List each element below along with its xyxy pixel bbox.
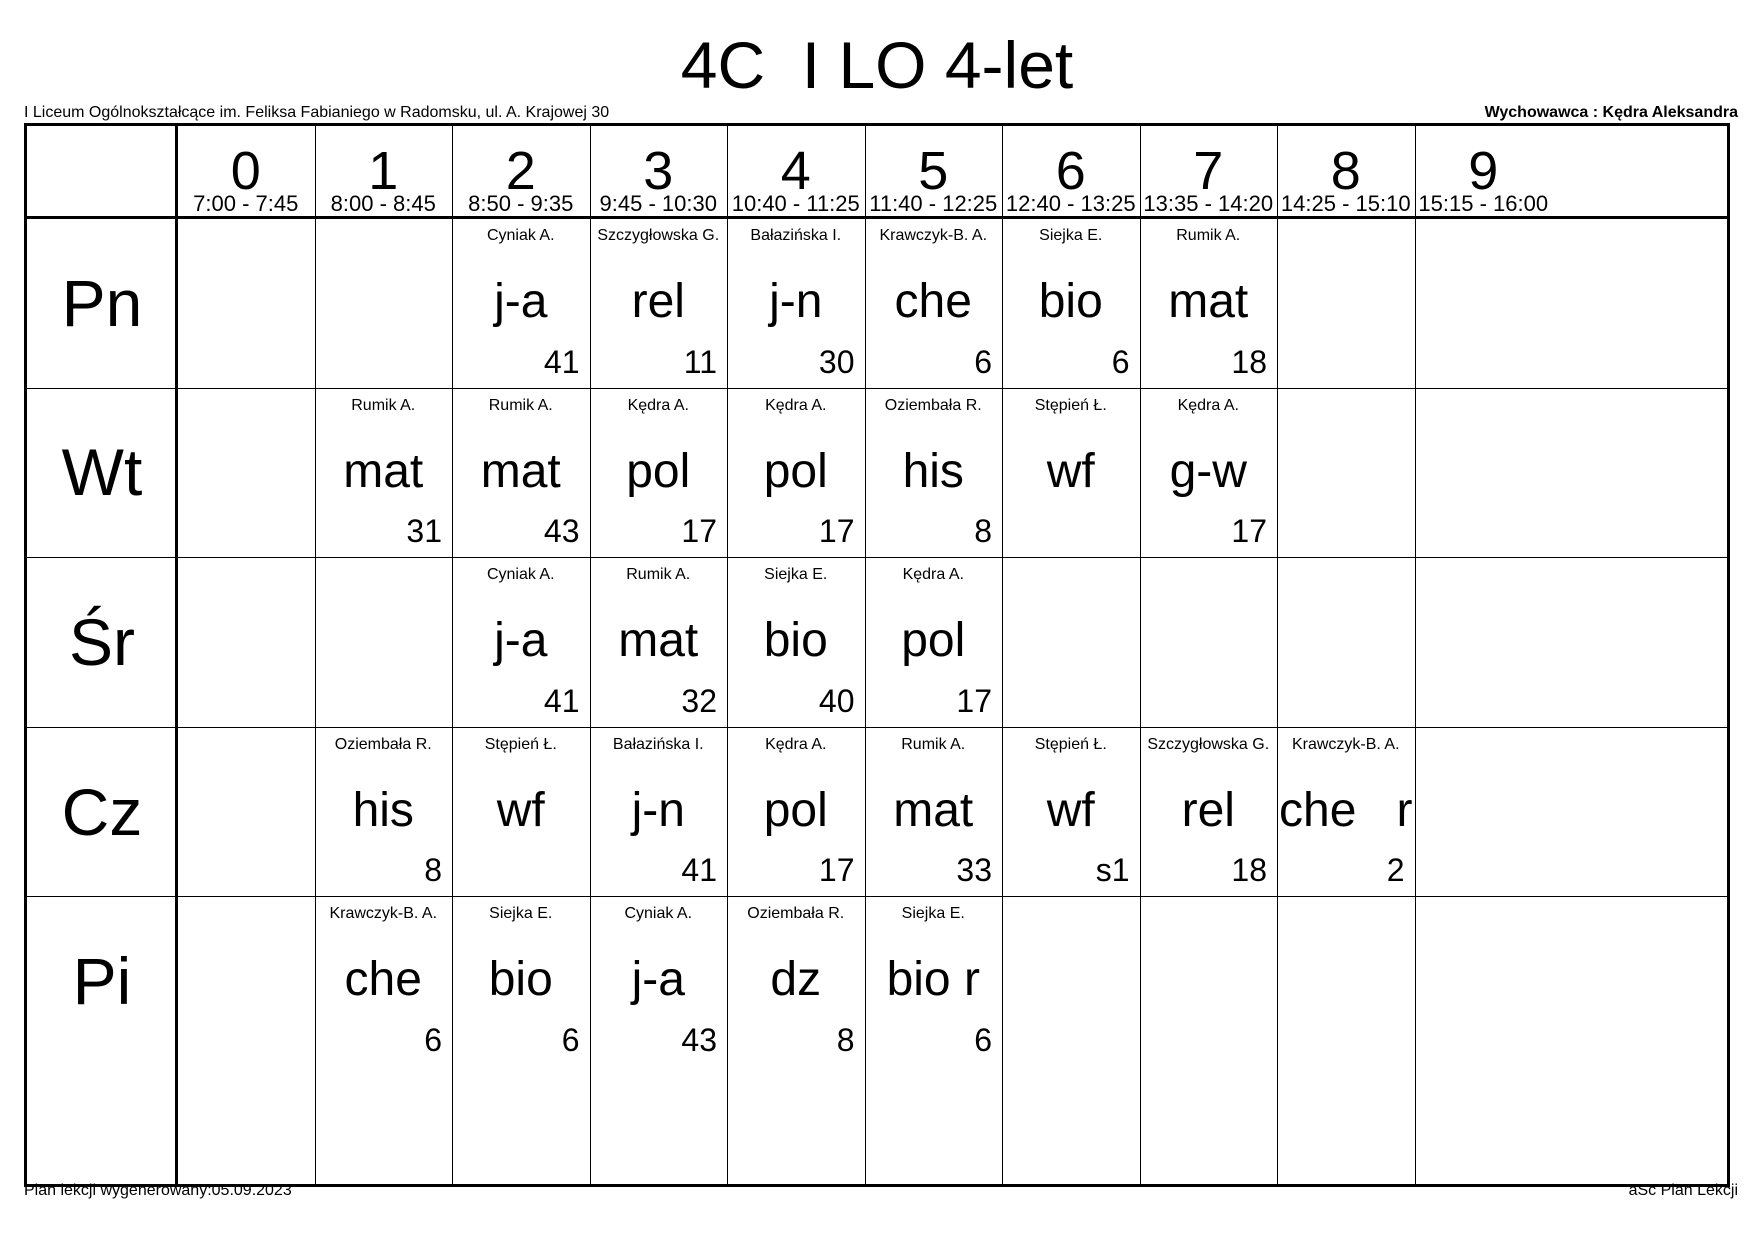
lesson-subject: che r bbox=[1279, 783, 1413, 837]
period-header bbox=[590, 126, 728, 218]
lesson-teacher: Stępień Ł. bbox=[1034, 735, 1107, 753]
lesson-cell bbox=[590, 218, 728, 388]
lesson-cell bbox=[452, 388, 590, 558]
lesson-room: 43 bbox=[681, 1021, 717, 1058]
lesson-teacher: Rumik A. bbox=[1176, 227, 1241, 244]
lesson-room: 18 bbox=[1231, 852, 1267, 889]
lesson-teacher: Siejka E. bbox=[764, 566, 828, 584]
grid-divider bbox=[27, 557, 1727, 558]
period-time: 14:25 - 15:10 bbox=[1280, 191, 1411, 216]
lesson-room: 41 bbox=[543, 343, 580, 380]
empty-cell bbox=[1415, 218, 1553, 388]
lesson-room: 31 bbox=[406, 513, 442, 550]
lesson-teacher: Krawczyk-B. A. bbox=[329, 905, 438, 923]
lesson-subject: wf bbox=[1046, 783, 1095, 837]
school-name: I Liceum Ogólnokształcące im. Feliksa Fabianiego w Radomsku, ul. A. Krajowej 30 bbox=[24, 104, 610, 121]
lesson-subject: j-a bbox=[631, 953, 685, 1007]
period-time: 8:00 - 8:45 bbox=[330, 191, 436, 216]
lesson-teacher: Rumik A. bbox=[626, 566, 691, 584]
lesson-teacher: Rumik A. bbox=[351, 396, 416, 414]
grid-divider bbox=[27, 727, 1727, 728]
lesson-teacher: Cyniak A. bbox=[486, 227, 555, 244]
lesson-cell bbox=[590, 896, 728, 1066]
grid-divider bbox=[27, 896, 1727, 897]
lesson-room: 17 bbox=[818, 513, 855, 550]
grid-divider bbox=[1277, 126, 1278, 1184]
lesson-teacher: Stępień Ł. bbox=[484, 735, 557, 753]
lesson-teacher: Bałazińska I. bbox=[612, 735, 704, 753]
lesson-subject: bio bbox=[763, 614, 828, 668]
period-header bbox=[177, 126, 315, 218]
lesson-subject: mat bbox=[1168, 275, 1249, 328]
lesson-room: s1 bbox=[1095, 852, 1130, 889]
grid-divider bbox=[1415, 126, 1416, 1184]
lesson-cell bbox=[590, 557, 728, 727]
lesson-teacher: Rumik A. bbox=[488, 396, 553, 414]
lesson-teacher: Siejka E. bbox=[901, 905, 965, 923]
lesson-room: 6 bbox=[974, 343, 992, 380]
lesson-teacher: Cyniak A. bbox=[486, 566, 555, 584]
lesson-teacher: Szczygłowska G. bbox=[597, 227, 720, 244]
lesson-subject: wf bbox=[1046, 444, 1095, 498]
grid-divider-thick bbox=[175, 126, 178, 1184]
period-number: 8 bbox=[1330, 141, 1361, 201]
period-number: 6 bbox=[1055, 141, 1086, 201]
lesson-subject: j-a bbox=[494, 275, 548, 328]
empty-cell bbox=[315, 557, 453, 727]
empty-cell bbox=[1415, 557, 1553, 727]
lesson-cell bbox=[1140, 218, 1278, 388]
grid-divider bbox=[1140, 126, 1141, 1184]
lesson-subject: pol bbox=[626, 444, 691, 498]
empty-cell bbox=[177, 218, 315, 388]
period-header bbox=[452, 126, 590, 218]
lesson-cell bbox=[727, 896, 865, 1066]
period-number: 5 bbox=[918, 141, 949, 201]
period-header bbox=[1140, 126, 1278, 218]
lesson-teacher: Krawczyk-B. A. bbox=[1291, 735, 1400, 753]
lesson-cell bbox=[727, 557, 865, 727]
homeroom-teacher: Wychowawca : Kędra Aleksandra bbox=[1484, 104, 1738, 121]
lesson-cell bbox=[315, 388, 453, 558]
period-number: 1 bbox=[368, 141, 399, 201]
empty-cell bbox=[1277, 896, 1415, 1066]
lesson-cell bbox=[590, 388, 728, 558]
lesson-cell bbox=[865, 388, 1003, 558]
lesson-subject: mat bbox=[618, 614, 699, 668]
empty-cell bbox=[1002, 896, 1140, 1066]
lesson-teacher: Krawczyk-B. A. bbox=[879, 227, 988, 244]
lesson-teacher: Siejka E. bbox=[1039, 227, 1103, 244]
lesson-subject: mat bbox=[343, 444, 424, 498]
grid-divider bbox=[315, 126, 316, 1184]
lesson-teacher: Kędra A. bbox=[902, 566, 964, 584]
day-label: Pn bbox=[61, 265, 143, 340]
lesson-room: 32 bbox=[681, 682, 717, 719]
lesson-room: 6 bbox=[974, 1021, 992, 1058]
generated-date: Plan lekcji wygenerowany:05.09.2023 bbox=[24, 1182, 292, 1199]
day-label: Cz bbox=[61, 774, 143, 849]
lesson-subject: rel bbox=[631, 275, 685, 328]
lesson-room: 8 bbox=[974, 513, 992, 550]
period-header bbox=[1277, 126, 1415, 218]
lesson-teacher: Kędra A. bbox=[1177, 396, 1239, 414]
empty-cell bbox=[1002, 557, 1140, 727]
lesson-cell bbox=[1002, 218, 1140, 388]
lesson-room: 11 bbox=[683, 343, 717, 380]
lesson-teacher: Kędra A. bbox=[765, 735, 827, 753]
period-time: 8:50 - 9:35 bbox=[468, 191, 574, 216]
lesson-teacher: Bałazińska I. bbox=[750, 227, 842, 244]
empty-cell bbox=[1415, 896, 1553, 1066]
lesson-teacher: Siejka E. bbox=[489, 905, 553, 923]
grid-divider-thick bbox=[27, 216, 1727, 219]
software-credit: aSc Plan Lekcji bbox=[1628, 1182, 1738, 1199]
day-label: Pi bbox=[72, 944, 132, 1019]
lesson-teacher: Oziembała R. bbox=[334, 735, 432, 753]
empty-cell bbox=[1140, 896, 1278, 1066]
lesson-subject: j-n bbox=[631, 783, 685, 837]
lesson-room: 18 bbox=[1231, 343, 1267, 380]
lesson-subject: rel bbox=[1181, 783, 1235, 837]
empty-cell bbox=[1140, 557, 1278, 727]
period-time: 7:00 - 7:45 bbox=[193, 191, 299, 216]
period-number: 3 bbox=[643, 141, 674, 201]
lesson-teacher: Oziembała R. bbox=[884, 396, 982, 414]
period-header bbox=[315, 126, 453, 218]
lesson-subject: mat bbox=[893, 783, 974, 837]
lesson-subject: bio bbox=[488, 953, 553, 1007]
timetable-title: 4C I LO 4-let bbox=[680, 28, 1074, 102]
period-number: 0 bbox=[230, 141, 261, 201]
empty-cell bbox=[177, 557, 315, 727]
lesson-cell bbox=[727, 388, 865, 558]
empty-cell bbox=[177, 727, 315, 897]
empty-cell bbox=[1415, 388, 1553, 558]
period-time: 13:35 - 14:20 bbox=[1143, 191, 1274, 216]
lesson-room: 6 bbox=[424, 1021, 442, 1058]
lesson-subject: che bbox=[894, 275, 972, 328]
lesson-subject: dz bbox=[770, 953, 822, 1007]
lesson-subject: mat bbox=[480, 444, 561, 498]
lesson-cell bbox=[1140, 388, 1278, 558]
lesson-cell bbox=[727, 727, 865, 897]
lesson-room: 17 bbox=[818, 852, 855, 889]
lesson-subject: j-a bbox=[494, 614, 548, 668]
lesson-cell bbox=[452, 896, 590, 1066]
period-time: 15:15 - 16:00 bbox=[1418, 191, 1549, 216]
lesson-teacher: Rumik A. bbox=[901, 735, 966, 753]
period-number: 2 bbox=[505, 141, 536, 201]
day-label: Śr bbox=[69, 605, 135, 679]
empty-cell bbox=[1277, 557, 1415, 727]
lesson-room: 8 bbox=[836, 1021, 855, 1058]
period-time: 11:40 - 12:25 bbox=[869, 191, 998, 216]
grid-divider bbox=[27, 388, 1727, 389]
lesson-subject: j-n bbox=[769, 275, 823, 328]
grid-divider bbox=[452, 126, 453, 1184]
period-time: 10:40 - 11:25 bbox=[731, 191, 860, 216]
empty-cell bbox=[177, 896, 315, 1066]
lesson-subject: wf bbox=[496, 783, 545, 837]
lesson-room: 8 bbox=[424, 852, 442, 889]
lesson-cell bbox=[865, 896, 1003, 1066]
empty-cell bbox=[1415, 727, 1553, 897]
lesson-subject: his bbox=[902, 444, 964, 498]
lesson-teacher: Kędra A. bbox=[765, 396, 827, 414]
lesson-room: 33 bbox=[956, 852, 992, 889]
lesson-subject: che bbox=[344, 953, 422, 1007]
lesson-cell bbox=[590, 727, 728, 897]
grid-divider bbox=[1002, 126, 1003, 1184]
lesson-subject: bio r bbox=[886, 953, 980, 1007]
period-number: 7 bbox=[1193, 141, 1224, 201]
lesson-subject: pol bbox=[901, 614, 966, 668]
day-label: Wt bbox=[61, 435, 143, 510]
lesson-teacher: Stępień Ł. bbox=[1034, 396, 1107, 414]
lesson-subject: his bbox=[352, 783, 414, 837]
lesson-subject: pol bbox=[763, 444, 828, 498]
period-header bbox=[865, 126, 1003, 218]
lesson-subject: bio bbox=[1038, 275, 1103, 328]
lesson-room: 2 bbox=[1386, 852, 1405, 889]
grid-divider bbox=[865, 126, 866, 1184]
lesson-cell bbox=[315, 727, 453, 897]
lesson-room: 6 bbox=[561, 1021, 580, 1058]
lesson-cell bbox=[452, 557, 590, 727]
lesson-cell bbox=[865, 218, 1003, 388]
timetable-grid bbox=[24, 123, 1730, 1187]
empty-cell bbox=[177, 388, 315, 558]
lesson-cell bbox=[452, 727, 590, 897]
lesson-cell bbox=[865, 557, 1003, 727]
lesson-cell bbox=[1002, 727, 1140, 897]
period-header bbox=[1415, 126, 1553, 218]
lesson-cell bbox=[727, 218, 865, 388]
lesson-room: 40 bbox=[818, 682, 855, 719]
empty-cell bbox=[315, 218, 453, 388]
lesson-room: 6 bbox=[1111, 343, 1130, 380]
lesson-room: 30 bbox=[818, 343, 855, 380]
period-number: 4 bbox=[780, 141, 811, 201]
lesson-cell bbox=[1002, 388, 1140, 558]
lesson-cell bbox=[452, 218, 590, 388]
lesson-room: 43 bbox=[543, 513, 580, 550]
lesson-teacher: Cyniak A. bbox=[624, 905, 693, 923]
lesson-teacher: Oziembała R. bbox=[747, 905, 845, 923]
empty-cell bbox=[1277, 388, 1415, 558]
period-number: 9 bbox=[1468, 141, 1499, 201]
period-header bbox=[1002, 126, 1140, 218]
lesson-cell bbox=[315, 896, 453, 1066]
lesson-room: 41 bbox=[543, 682, 580, 719]
lesson-room: 17 bbox=[681, 513, 717, 550]
lesson-room: 41 bbox=[681, 852, 717, 889]
lesson-room: 17 bbox=[1231, 513, 1267, 550]
grid-divider bbox=[727, 126, 728, 1184]
lesson-cell bbox=[1277, 727, 1415, 897]
lesson-room: 17 bbox=[956, 682, 992, 719]
lesson-teacher: Szczygłowska G. bbox=[1147, 735, 1270, 753]
lesson-subject: g-w bbox=[1169, 444, 1247, 498]
grid-divider bbox=[590, 126, 591, 1184]
lesson-subject: pol bbox=[763, 783, 828, 837]
period-header bbox=[727, 126, 865, 218]
lesson-teacher: Kędra A. bbox=[627, 396, 689, 414]
period-time: 12:40 - 13:25 bbox=[1005, 191, 1136, 216]
period-time: 9:45 - 10:30 bbox=[599, 191, 717, 216]
lesson-cell bbox=[865, 727, 1003, 897]
lesson-cell bbox=[1140, 727, 1278, 897]
empty-cell bbox=[1277, 218, 1415, 388]
